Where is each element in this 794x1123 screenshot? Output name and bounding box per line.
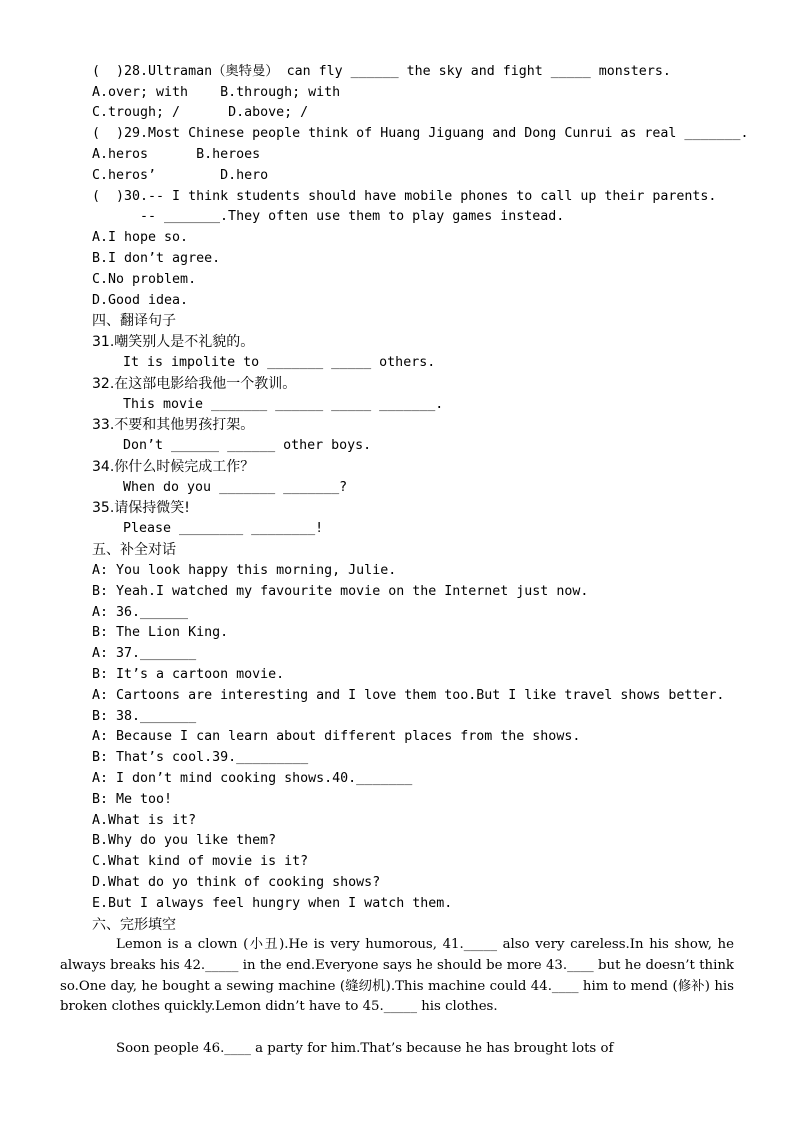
cloze-paragraph-2: Soon people 46.____ a party for him.That’s because he has brought lots of: [116, 1041, 614, 1056]
translation-35-chinese: 35.请保持微笑!: [92, 500, 190, 516]
section-6-title: 六、完形填空: [92, 917, 176, 933]
dialogue-line: B: That’s cool.39._________: [92, 750, 309, 765]
dialogue-option: C.What kind of movie is it?: [92, 854, 309, 869]
cloze-paragraph-1: Lemon is a clown (小丑).He is very humorous, 41._____ also very careless.In his show, he always breaks his 42._____ in the end.Everyone says he should be more 43.____ but he doesn’t think so.One day, he bought a sewing machine (缝纫机).This machine could 44.____ him to mend (修补) his broken clothes quickly.Lemon didn’t have to 45._____ his clothes.: [60, 937, 734, 1015]
question-28-stem: ( )28.Ultraman（奥特曼） can fly ______ the sky and fight _____ monsters.: [92, 64, 671, 79]
dialogue-line: B: 38._______: [92, 709, 197, 724]
dialogue-line: B: It’s a cartoon movie.: [92, 667, 285, 682]
translation-34-english: When do you _______ _______?: [123, 480, 348, 495]
translation-32-chinese: 32.在这部电影给我他一个教训。: [92, 376, 297, 392]
section-5-title: 五、补全对话: [92, 542, 176, 558]
dialogue-line: A: Because I can learn about different places from the shows.: [92, 729, 581, 744]
question-30-stem: ( )30.-- I think students should have mobile phones to call up their parents.: [92, 189, 717, 204]
dialogue-option: D.What do yo think of cooking shows?: [92, 875, 381, 890]
dialogue-line: B: Yeah.I watched my favourite movie on the Internet just now.: [92, 584, 589, 599]
translation-31-english: It is impolite to _______ _____ others.: [123, 355, 436, 370]
translation-31-chinese: 31.嘲笑别人是不礼貌的。: [92, 334, 255, 350]
question-29-stem: ( )29.Most Chinese people think of Huang Jiguang and Dong Cunrui as real _______.: [92, 126, 749, 141]
dialogue-line: A: Cartoons are interesting and I love them too.But I like travel shows better.: [92, 688, 725, 703]
question-29-options-ab: A.heros B.heroes: [92, 147, 261, 162]
dialogue-line: B: Me too!: [92, 792, 173, 807]
translation-35-english: Please ________ ________!: [123, 521, 324, 536]
question-30-option-d: D.Good idea.: [92, 293, 189, 308]
question-30-reply: -- _______.They often use them to play games instead.: [140, 209, 565, 224]
question-28-options-ab: A.over; with B.through; with: [92, 85, 341, 100]
dialogue-option: B.Why do you like them?: [92, 833, 277, 848]
dialogue-line: B: The Lion King.: [92, 625, 229, 640]
dialogue-option: E.But I always feel hungry when I watch them.: [92, 896, 453, 911]
dialogue-line: A: You look happy this morning, Julie.: [92, 563, 397, 578]
question-30-option-b: B.I don’t agree.: [92, 251, 221, 266]
dialogue-line: A: 37._______: [92, 646, 197, 661]
question-29-options-cd: C.heros’ D.hero: [92, 168, 269, 183]
dialogue-line: A: I don’t mind cooking shows.40._______: [92, 771, 413, 786]
section-4-title: 四、翻译句子: [92, 313, 176, 329]
translation-32-english: This movie _______ ______ _____ _______.: [123, 397, 444, 412]
question-30-option-a: A.I hope so.: [92, 230, 189, 245]
translation-34-chinese: 34.你什么时候完成工作？: [92, 459, 255, 475]
dialogue-option: A.What is it?: [92, 813, 197, 828]
translation-33-english: Don’t ______ ______ other boys.: [123, 438, 372, 453]
dialogue-line: A: 36.______: [92, 605, 189, 620]
translation-33-chinese: 33.不要和其他男孩打架。: [92, 417, 255, 433]
question-30-option-c: C.No problem.: [92, 272, 197, 287]
question-28-options-cd: C.trough; / D.above; /: [92, 105, 309, 120]
